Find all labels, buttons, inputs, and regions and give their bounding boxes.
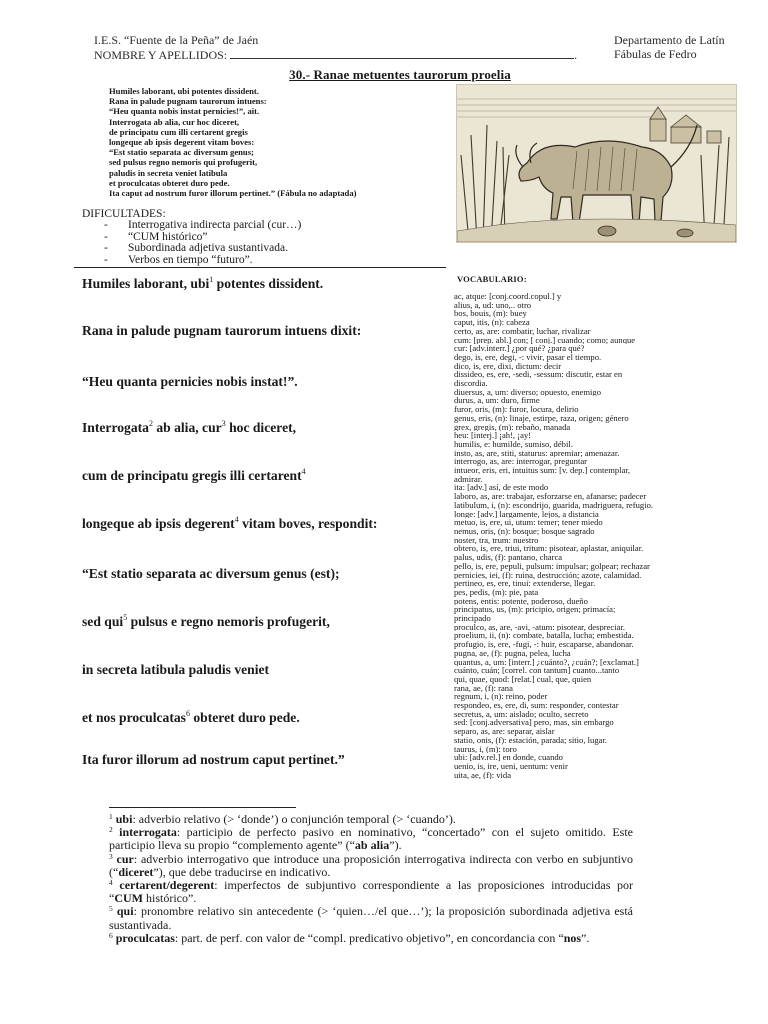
- verse-text: Ita furor illorum ad nostrum caput pertinet.”: [82, 752, 345, 767]
- vocab-entry: qui, quae, quod: [relat.] cual, que, quien: [454, 674, 592, 684]
- footnote-number: 4: [109, 878, 113, 888]
- footnotes: [109, 813, 633, 945]
- footnote-term: ab alia: [354, 838, 390, 853]
- verse-text: “Heu quanta pernicies nobis instat!”.: [82, 374, 298, 389]
- vocab-entry: durus, a, um: duro, firme: [454, 396, 540, 406]
- vocab-entry: bos, bouis, (m): buey: [454, 309, 527, 319]
- vocab-entry: certo, as, are: combatir, luchar, rivalizar: [454, 326, 591, 336]
- verse-text: vitam boves, respondit:: [238, 516, 378, 531]
- verse-line: [82, 662, 269, 678]
- footnote-ref: 3: [221, 419, 226, 428]
- vocab-entry: admirar.: [454, 474, 483, 484]
- vocab-entry: pes, pedis, (m): pie, pata: [454, 587, 539, 597]
- verse-line: [82, 323, 361, 339]
- footnote-ref: 4: [234, 515, 239, 524]
- vocab-entry: cum: [prep. abl.] con; [ conj.] cuando; como; aunque: [454, 335, 636, 345]
- original-line: et proculcatas obteret duro pede.: [109, 177, 230, 188]
- department-name: Departamento de Latín: [614, 33, 725, 47]
- vocab-entry: regnum, i, (n): reino, poder: [454, 692, 548, 702]
- verse-text: potentes dissident.: [213, 276, 324, 291]
- vocab-entry: palus, udis, (f): pantano, charca: [454, 553, 563, 562]
- vocab-entry: principado: [454, 614, 491, 623]
- vocab-entry: furor, oris, (m): furor, locura, delirio: [454, 405, 579, 414]
- footnote-text: : participio de perfecto pasivo en nominativo, “concertado” con el sujeto omitido. Este participio lleva su propio “complemento agente” (“: [109, 825, 633, 853]
- school-name: I.E.S. “Fuente de la Peña” de Jaén: [94, 33, 259, 47]
- vocab-entry: heu: [interj.] ¡ah!, ¡ay!: [454, 431, 532, 440]
- vocab-entry: nemus, oris, (n): bosque; bosque sagrado: [454, 526, 595, 536]
- vocab-entry: metuo, is, ere, ui, utum: temer; tener miedo: [454, 518, 603, 527]
- vocab-entry: alius, a, ud: uno,.. otro: [454, 300, 532, 310]
- footnote-rule: [109, 807, 296, 808]
- vocab-entry: uenio, is, ire, ueni, uentum: venir: [454, 761, 568, 771]
- vocab-entry: potens, entis: potente, poderoso, dueño: [454, 596, 588, 606]
- footnote-text: ”.: [581, 930, 590, 945]
- vocab-entry: profugio, is, ere, -fugi, -: huir, escaparse, abandonar.: [454, 640, 634, 649]
- vocabulary-title: VOCABULARIO:: [457, 274, 527, 284]
- vocab-entry: cuánto, cuán; [correl. con tantum] cuanto...tanto: [454, 666, 620, 675]
- verse-text: “Est statio separata ac diversum genus (est);: [82, 566, 340, 581]
- vocab-entry: genus, eris, (n): linaje, estirpe, raza, origen; género: [454, 413, 629, 423]
- vocab-entry: grex, gregis, (m): rebaño, manada: [454, 422, 571, 432]
- verse-text: ab alia, cur: [152, 420, 222, 435]
- verse-text: et nos proculcatas: [82, 710, 186, 725]
- footnote-text: ”).: [389, 838, 402, 853]
- footnote: [109, 853, 633, 879]
- vocab-entry: caput, itis, (n): cabeza: [454, 318, 530, 327]
- original-line: de principatu cum illi certarent gregis: [109, 126, 248, 137]
- footnote-term: proculcatas: [115, 930, 175, 945]
- footnote-ref: 2: [148, 419, 153, 428]
- verse-line: [82, 276, 323, 292]
- verse-line: [82, 752, 345, 768]
- footnote-number: 1: [109, 812, 113, 821]
- footnote-term: certarent/degerent: [119, 878, 215, 893]
- vocab-entry: intueor, eris, eri, intuitus sum: [v. dep.] contemplar,: [454, 466, 631, 475]
- original-line: longeque ab ipsis degerent vitam boves:: [109, 137, 255, 148]
- verse-text: cum de principatu gregis illi certarent: [82, 468, 302, 483]
- vocab-entry: dissideo, es, ere, -sedi, -sessum: discutir, estar en: [454, 370, 623, 380]
- footnote-term: interrogata: [119, 825, 177, 840]
- footnote-text: ”), que debe traducirse en indicativo.: [153, 864, 331, 879]
- vocab-entry: longe: [adv.] largamente, lejos, a distancia: [454, 509, 599, 519]
- vocab-entry: secretus, a, um: aislado; oculto, secreto: [454, 709, 589, 719]
- footnote: [109, 879, 633, 905]
- vocab-entry: pernicies, iei, (f): ruina, destrucción; azote, calamidad.: [454, 570, 642, 580]
- footnote-term: ubi: [115, 812, 133, 826]
- verse-line: [82, 374, 298, 390]
- verse-text: pulsus e regno nemoris profugerit,: [127, 614, 330, 629]
- footnote-ref: 1: [209, 275, 214, 284]
- vocab-entry: dico, is, ere, dixi, dictum: decir: [454, 361, 562, 371]
- footnote-term: qui: [116, 904, 134, 919]
- vocab-entry: ac, atque: [conj.coord.copul.] y: [454, 292, 562, 301]
- verse-line: [82, 420, 296, 436]
- vocab-entry: rana, ae, (f): rana: [454, 683, 513, 693]
- vocab-entry: ubi: [adv.rel.] en donde, cuando: [454, 753, 563, 762]
- vocab-entry: uita, ae, (f): vida: [454, 770, 512, 780]
- verse-text: Interrogata: [82, 420, 149, 435]
- footnote-term: nos: [563, 930, 582, 945]
- section-divider: [74, 267, 446, 268]
- student-name-label: NOMBRE Y APELLIDOS:: [94, 48, 228, 62]
- vocab-entry: respondeo, es, ere, di, sum: responder, contestar: [454, 701, 619, 710]
- vocab-entry: dego, is, ere, degi, -: vivir, pasar el tiempo.: [454, 352, 602, 362]
- verse-text: Rana in palude pugnam taurorum intuens dixit:: [82, 323, 362, 338]
- vocab-entry: pugna, ae, (f): pugna, pelea, lucha: [454, 648, 571, 658]
- vocab-entry: taurus, i, (m): toro: [454, 744, 517, 754]
- verse-text: sed qui: [82, 614, 124, 629]
- verse-text: in secreta latibula paludis veniet: [82, 662, 270, 677]
- vocab-entry: quantus, a, um: [interr.] ¿cuánto?, ¿cuán?; [exclamat.]: [454, 657, 639, 667]
- vocab-entry: insto, as, are, stiti, staturus: apremiar; amenazar.: [454, 448, 620, 458]
- vocab-entry: separo, as, are: separar, aislar: [454, 727, 555, 736]
- footnote: [109, 826, 633, 852]
- vocab-entry: sed: [conj.adversativa] pero, mas, sin embargo: [454, 718, 614, 728]
- footnote-text: : part. de perf. con valor de “compl. predicativo objetivo”, en concordancia con “: [174, 930, 564, 945]
- vocab-entry: humilis, e: humilde, sumiso, débil.: [454, 439, 573, 449]
- vocab-entry: statio, onis, (f): estación, parada; sitio, lugar.: [454, 735, 607, 745]
- student-name-end: .: [574, 48, 578, 62]
- student-name-row: [94, 47, 577, 63]
- vocab-entry: diuersus, a, um: diverso; opuesto, enemigo: [454, 387, 602, 397]
- footnote-number: 5: [109, 904, 113, 914]
- footnote-text: : adverbio relativo (> ‘donde’) o conjunción temporal (> ‘cuando’).: [132, 812, 456, 826]
- footnote-text: : adverbio interrogativo que introduce una proposición interrogativa indirecta con verbo en subjuntivo (“: [109, 851, 634, 879]
- footnote-text: histórico”.: [143, 891, 197, 906]
- vocab-entry: pertineo, es, ere, tinui: extenderse, llegar.: [454, 579, 596, 588]
- verse-line: [82, 710, 300, 726]
- vocab-entry: cur: [adv.interr.] ¿por qué? ¿para qué?: [454, 344, 585, 353]
- footnote-text: : imperfectos de subjuntivo correspondiente a las proposiciones introducidas por “: [109, 878, 633, 906]
- vocab-entry: principatus, us, (m): pricipio, origen; primacía;: [454, 605, 616, 615]
- original-line: sed pulsus regno nemoris qui profugerit,: [109, 157, 258, 168]
- original-line: paludis in secreta veniet latibula: [109, 167, 228, 178]
- difficulties-list: [104, 220, 301, 266]
- original-line: “Est statio separata ac diversum genus;: [109, 147, 254, 158]
- page-title: 30.- Ranae metuentes taurorum proelia: [289, 67, 511, 82]
- vocab-entry: interrogo, as, are: interrogar, preguntar: [454, 457, 588, 467]
- verse-line: [82, 468, 306, 484]
- difficulty-text: Subordinada adjetiva sustantivada.: [128, 242, 289, 254]
- footnote-number: 6: [109, 930, 113, 940]
- footnote-ref: 5: [123, 613, 128, 622]
- verse-text: obteret duro pede.: [189, 710, 300, 725]
- vocab-entry: obtero, is, ere, triui, tritum: pisotear, aplastar, aniquilar.: [454, 544, 644, 554]
- original-line: Interrogata ab alia, cur hoc diceret,: [109, 116, 240, 127]
- vocab-entry: ita: [adv.] así, de este modo: [454, 483, 549, 493]
- difficulty-item: [104, 255, 301, 267]
- difficulty-text: “CUM histórico”: [128, 230, 208, 243]
- vocab-entry: noster, tra, trum: nuestro: [454, 535, 539, 545]
- footnote-term: cur: [116, 851, 134, 866]
- vocab-entry: proelium, ii, (n): combate, batalla, lucha; embestida.: [454, 631, 634, 641]
- verse-text: Humiles laborant, ubi: [82, 276, 210, 291]
- footnote-text: : pronombre relativo sin antecedente (> ‘quien…/el que…’); la proposición subordinada adjetiva está sustantivada.: [109, 904, 633, 932]
- verse-line: [82, 516, 377, 532]
- footnote: [109, 905, 633, 931]
- verse-text: hoc diceret,: [225, 420, 297, 435]
- difficulty-bullet: -: [104, 230, 108, 243]
- student-name-field: [230, 47, 574, 59]
- vocab-entry: laboro, as, are: trabajar, esforzarse en, afanarse; padecer: [454, 492, 647, 501]
- original-line: Humiles laborant, ubi potentes dissident.: [109, 86, 259, 96]
- original-line: Ita caput ad nostrum furor illorum pertinet.” (Fábula no adaptada): [109, 188, 357, 199]
- difficulty-text: Interrogativa indirecta parcial (cur…): [128, 219, 302, 231]
- verse-text: longeque ab ipsis degerent: [82, 516, 235, 531]
- footnote: [109, 932, 633, 945]
- engraving-bull-frogs-icon: [456, 84, 737, 243]
- subject-name: Fábulas de Fedro: [614, 47, 697, 61]
- vocab-entry: discordia.: [454, 379, 488, 388]
- footnote-number: 3: [109, 851, 113, 861]
- vocab-entry: latibulum, i, (n): escondrijo, guarida, madriguera, refugio.: [454, 500, 654, 510]
- difficulty-bullet: -: [104, 253, 108, 266]
- footnote-term: diceret: [118, 864, 154, 879]
- difficulties-title: DIFICULTADES:: [82, 208, 166, 220]
- vocab-entry: proculco, as, are, -avi, -atum: pisotear, despreciar.: [454, 622, 625, 632]
- difficulty-bullet: -: [104, 219, 108, 231]
- vocab-entry: pello, is, ere, pepuli, pulsum: impulsar; golpear; rechazar: [454, 561, 650, 571]
- footnote-number: 2: [109, 825, 113, 835]
- difficulty-text: Verbos en tiempo “futuro”.: [128, 253, 253, 266]
- original-fable-text: [109, 86, 454, 198]
- verse-line: [82, 566, 340, 582]
- verse-line: [82, 614, 330, 630]
- footnote-ref: 4: [301, 467, 306, 476]
- difficulty-bullet: -: [104, 242, 108, 254]
- original-line: “Heu quanta nobis instat pernicies!”, ait.: [109, 106, 260, 117]
- original-line: Rana in palude pugnam taurorum intuens:: [109, 96, 267, 107]
- vocabulary-list: [454, 292, 716, 779]
- footnote-ref: 6: [185, 709, 190, 718]
- footnote-term: CUM: [114, 891, 143, 906]
